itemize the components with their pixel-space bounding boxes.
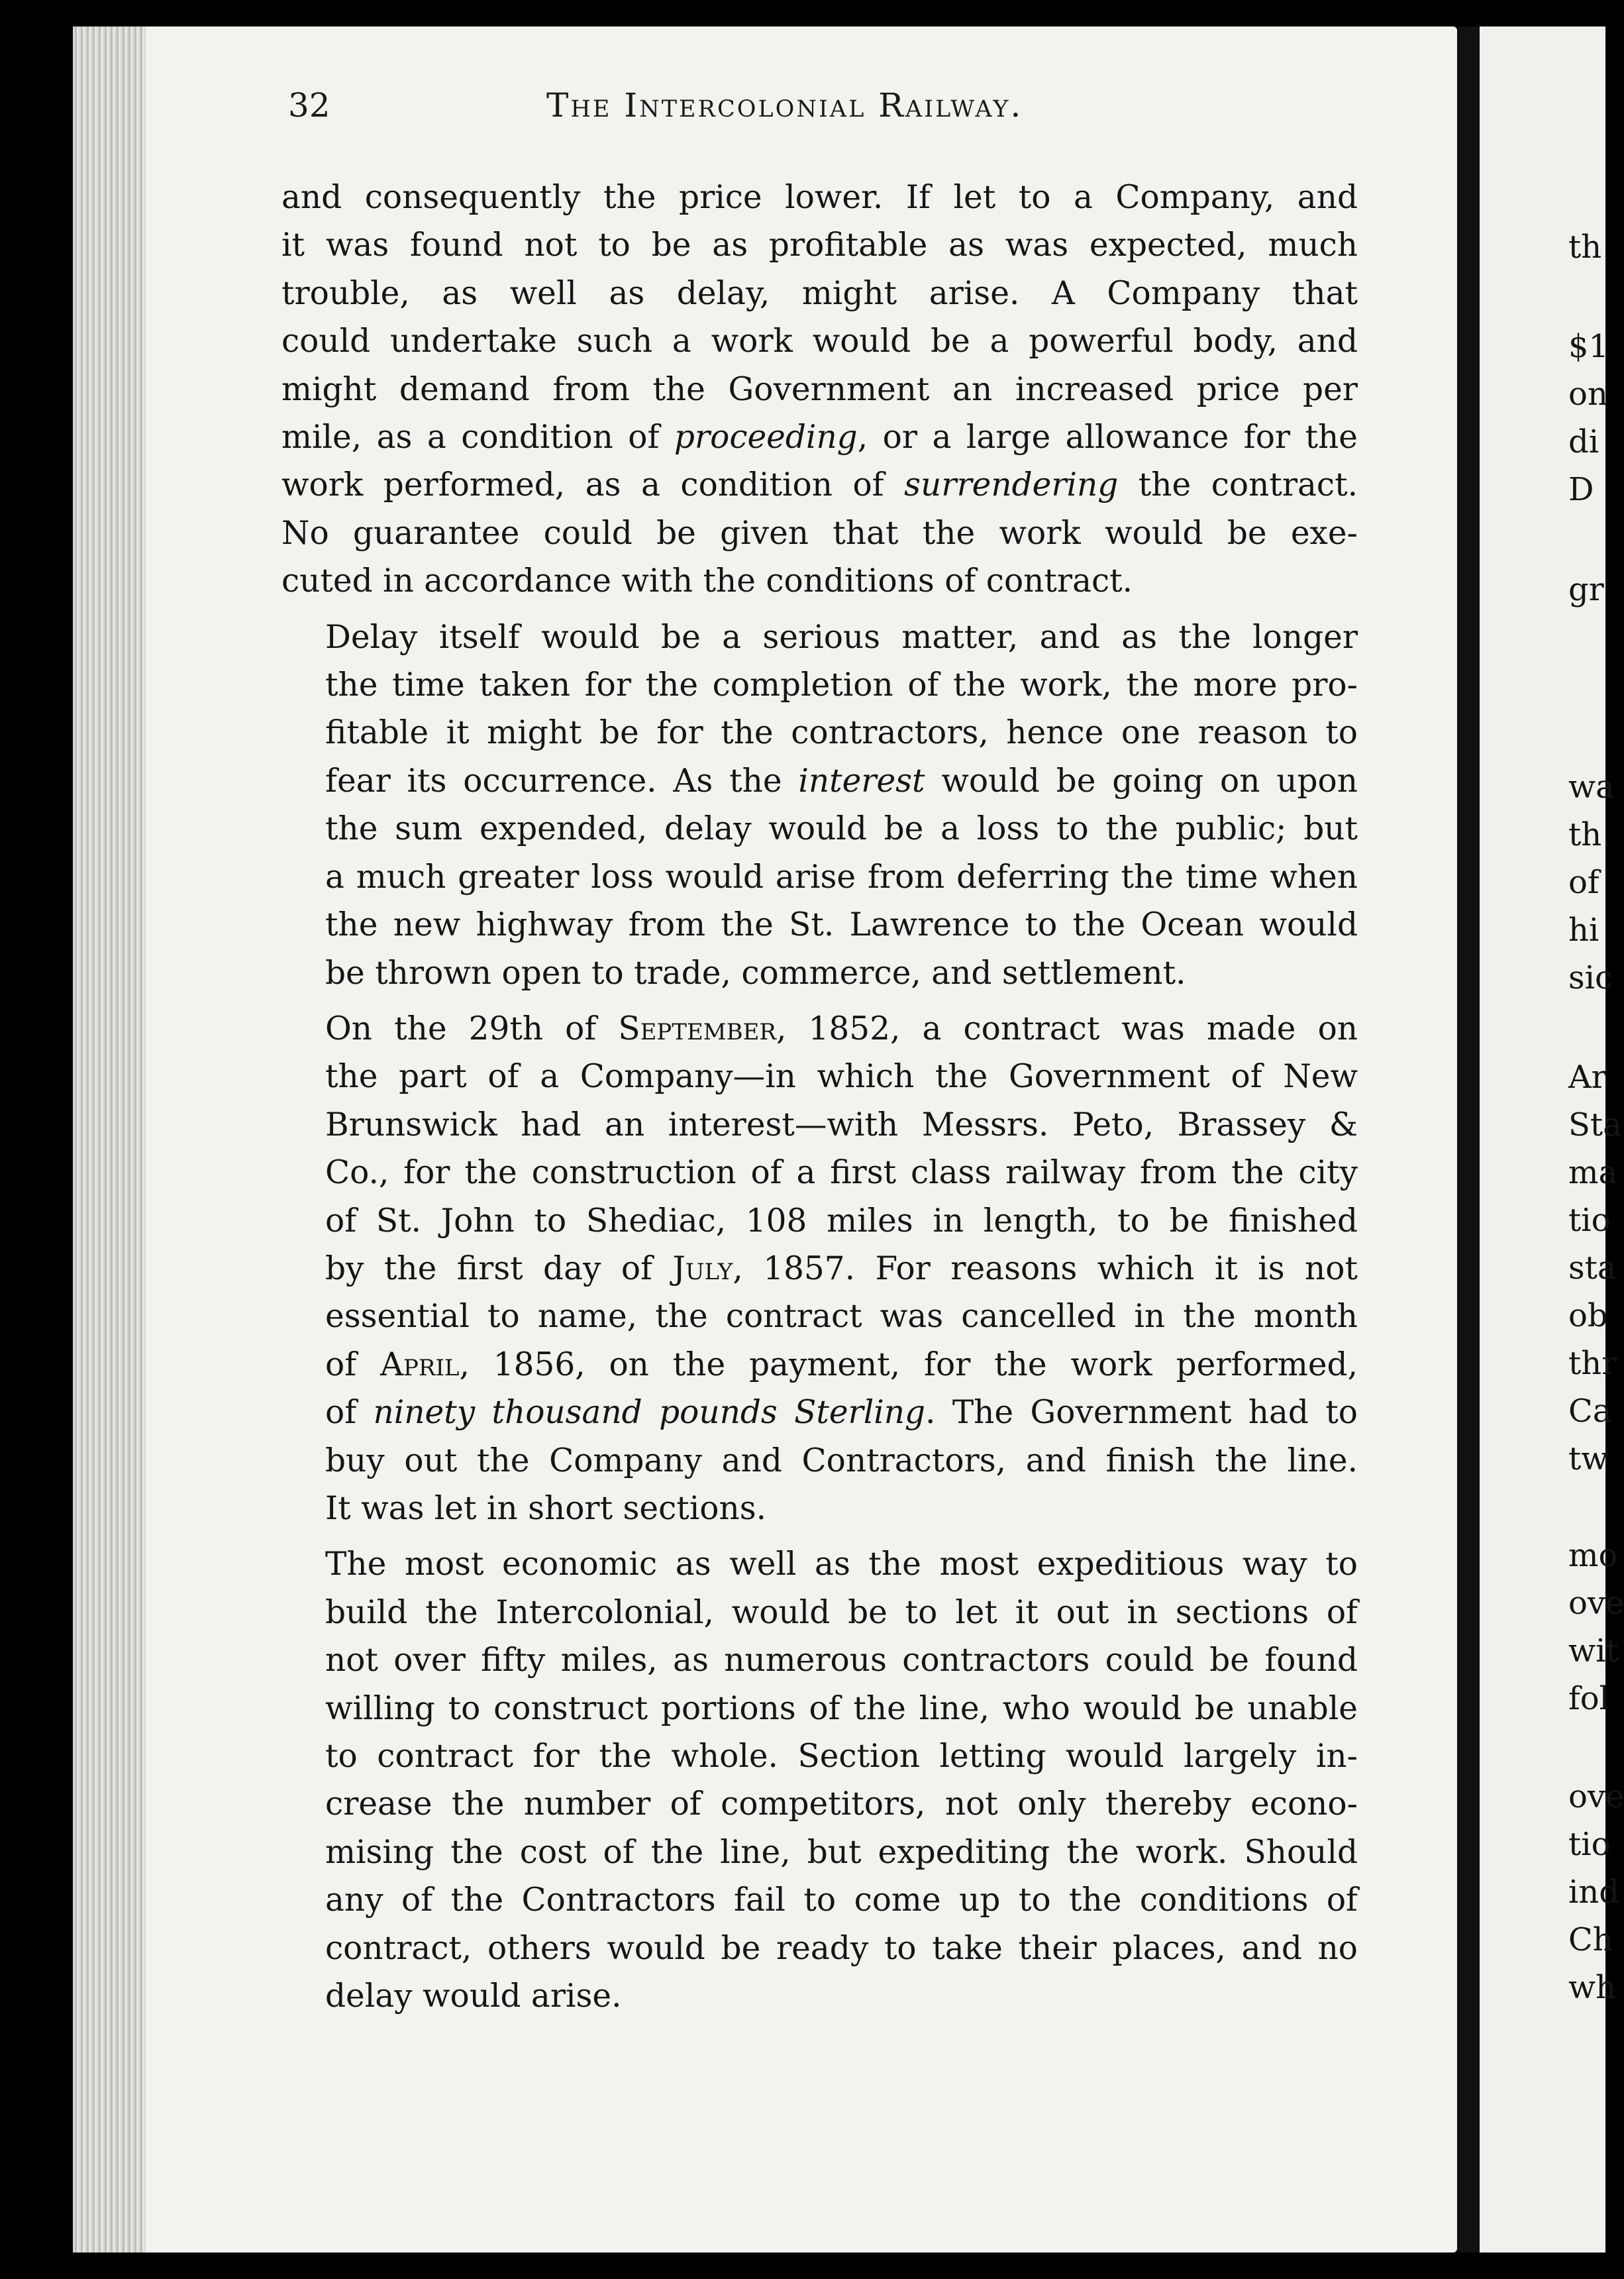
- text-line: trouble, as well as delay, might arise. A Company that: [281, 274, 1358, 312]
- text-line: delay would arise.: [325, 1978, 622, 2015]
- right-page-fragment: ove: [1568, 1585, 1624, 1622]
- text-line: fear its occurrence. As the interest would be going on upon: [325, 762, 1358, 800]
- right-page-fragment: on: [1568, 376, 1608, 413]
- text-line: crease the number of competitors, not only thereby econo-: [325, 1785, 1358, 1823]
- text-line: might demand from the Government an increased price per: [281, 370, 1358, 408]
- text-line: to contract for the whole. Section letting would largely in-: [325, 1738, 1358, 1775]
- page-number: 32: [288, 86, 330, 125]
- right-page-fragment: hi: [1568, 912, 1599, 949]
- text-line: contract, others would be ready to take their places, and no: [325, 1929, 1358, 1967]
- small-caps-text: September: [618, 1010, 777, 1047]
- right-page-fragment: thr: [1568, 1345, 1617, 1382]
- paragraph: [281, 613, 1358, 997]
- text-line: willing to construct portions of the line, who would be unable: [325, 1689, 1358, 1727]
- right-page-fragment: th: [1568, 816, 1602, 853]
- text-line: the time taken for the completion of the work, the more pro-: [325, 666, 1358, 704]
- right-page-fragment: th: [1568, 229, 1602, 266]
- text-line: mising the cost of the line, but expediting the work. Should: [325, 1833, 1358, 1871]
- right-page-fragment: tw: [1568, 1440, 1609, 1477]
- text-line: by the first day of July, 1857. For reasons which it is not: [325, 1249, 1358, 1287]
- text-line: and consequently the price lower. If let to a Company, and: [281, 179, 1358, 216]
- right-page-fragment: $1: [1568, 328, 1609, 365]
- text-line: of April, 1856, on the payment, for the work performed,: [325, 1346, 1358, 1383]
- text-line: Delay itself would be a serious matter, and as the longer: [325, 618, 1358, 656]
- page-edge-stack: [73, 26, 146, 2252]
- right-page-fragment: fol: [1568, 1680, 1610, 1717]
- right-page-fragment: sta: [1568, 1249, 1617, 1287]
- text-line: buy out the Company and Contractors, and finish the line.: [325, 1442, 1358, 1479]
- right-page-fragment: Ch: [1568, 1921, 1613, 1958]
- right-page-fragment: mo: [1568, 1537, 1618, 1574]
- text-line: Brunswick had an interest—with Messrs. Peto, Brassey &: [325, 1106, 1358, 1143]
- right-page-fragment: ob: [1568, 1297, 1608, 1334]
- text-line: Co., for the construction of a first class railway from the city: [325, 1154, 1358, 1192]
- book-gutter: [1457, 26, 1480, 2252]
- text-line: be thrown open to trade, commerce, and settlement.: [325, 954, 1186, 992]
- right-page-fragment: ma: [1568, 1154, 1618, 1191]
- text-line: essential to name, the contract was cancelled in the month: [325, 1298, 1358, 1336]
- right-page-fragment: di: [1568, 423, 1599, 460]
- text-line: the new highway from the St. Lawrence to the Ocean would: [325, 906, 1358, 944]
- text-line: it was found not to be as profitable as was expected, much: [281, 227, 1358, 264]
- text-line: On the 29th of September, 1852, a contract was made on: [325, 1010, 1358, 1047]
- text-line: not over fifty miles, as numerous contractors could be found: [325, 1642, 1358, 1679]
- text-line: any of the Contractors fail to come up to the conditions of: [325, 1882, 1358, 1919]
- text-line: build the Intercolonial, would be to let it out in sections of: [325, 1593, 1358, 1631]
- right-page-fragment: D: [1568, 471, 1594, 508]
- right-page-fragment: ove: [1568, 1778, 1624, 1815]
- text-line: cuted in accordance with the conditions of contract.: [281, 562, 1133, 600]
- text-line: of St. John to Shediac, 108 miles in length, to be finished: [325, 1202, 1358, 1240]
- text-line: The most economic as well as the most expeditious way to: [325, 1546, 1358, 1583]
- right-page-fragment: of: [1568, 864, 1599, 901]
- text-line: a much greater loss would arise from deferring the time when: [325, 858, 1358, 896]
- text-line: could undertake such a work would be a powerful body, and: [281, 323, 1358, 360]
- text-line: the sum expended, delay would be a loss to the public; but: [325, 810, 1358, 848]
- text-line: fitable it might be for the contractors, hence one reason to: [325, 714, 1358, 752]
- right-page-fragment: wh: [1568, 1969, 1616, 2006]
- paragraph: [281, 1540, 1358, 2020]
- running-title: The Intercolonial Railway.: [546, 86, 1023, 125]
- text-line: work performed, as a condition of surrendering the contract.: [281, 466, 1358, 504]
- right-page-fragment: wa: [1568, 768, 1615, 806]
- body-text: [281, 174, 1358, 2028]
- right-page-fragment: Ar: [1568, 1059, 1607, 1096]
- right-page-fragment: wit: [1568, 1632, 1619, 1670]
- right-page-fragment: Sta: [1568, 1106, 1622, 1143]
- page-header: [288, 86, 1361, 139]
- italic-text: interest: [798, 762, 925, 800]
- right-page-fragment: sic: [1568, 959, 1613, 996]
- right-page-fragment: gr: [1568, 571, 1604, 608]
- text-line: No guarantee could be given that the work would be exe-: [281, 514, 1358, 552]
- small-caps-text: April: [380, 1346, 460, 1383]
- text-line: of ninety thousand pounds Sterling. The Government had to: [325, 1394, 1358, 1432]
- right-page-fragment: Ca: [1568, 1393, 1612, 1430]
- right-page-fragment: tio: [1568, 1826, 1611, 1863]
- text-line: It was let in short sections.: [325, 1489, 766, 1527]
- text-line: the part of a Company—in which the Government of New: [325, 1058, 1358, 1096]
- small-caps-text: July: [672, 1249, 733, 1287]
- paragraph: [281, 1005, 1358, 1532]
- italic-text: ninety thousand pounds Sterling: [373, 1394, 926, 1432]
- paragraph: [281, 174, 1358, 606]
- italic-text: surrendering: [904, 466, 1119, 504]
- right-page-fragment: ind: [1568, 1874, 1619, 1911]
- text-line: mile, as a condition of proceeding, or a large allowance for the: [281, 419, 1358, 456]
- right-page-fragment: tio: [1568, 1202, 1611, 1239]
- italic-text: proceeding: [674, 419, 858, 456]
